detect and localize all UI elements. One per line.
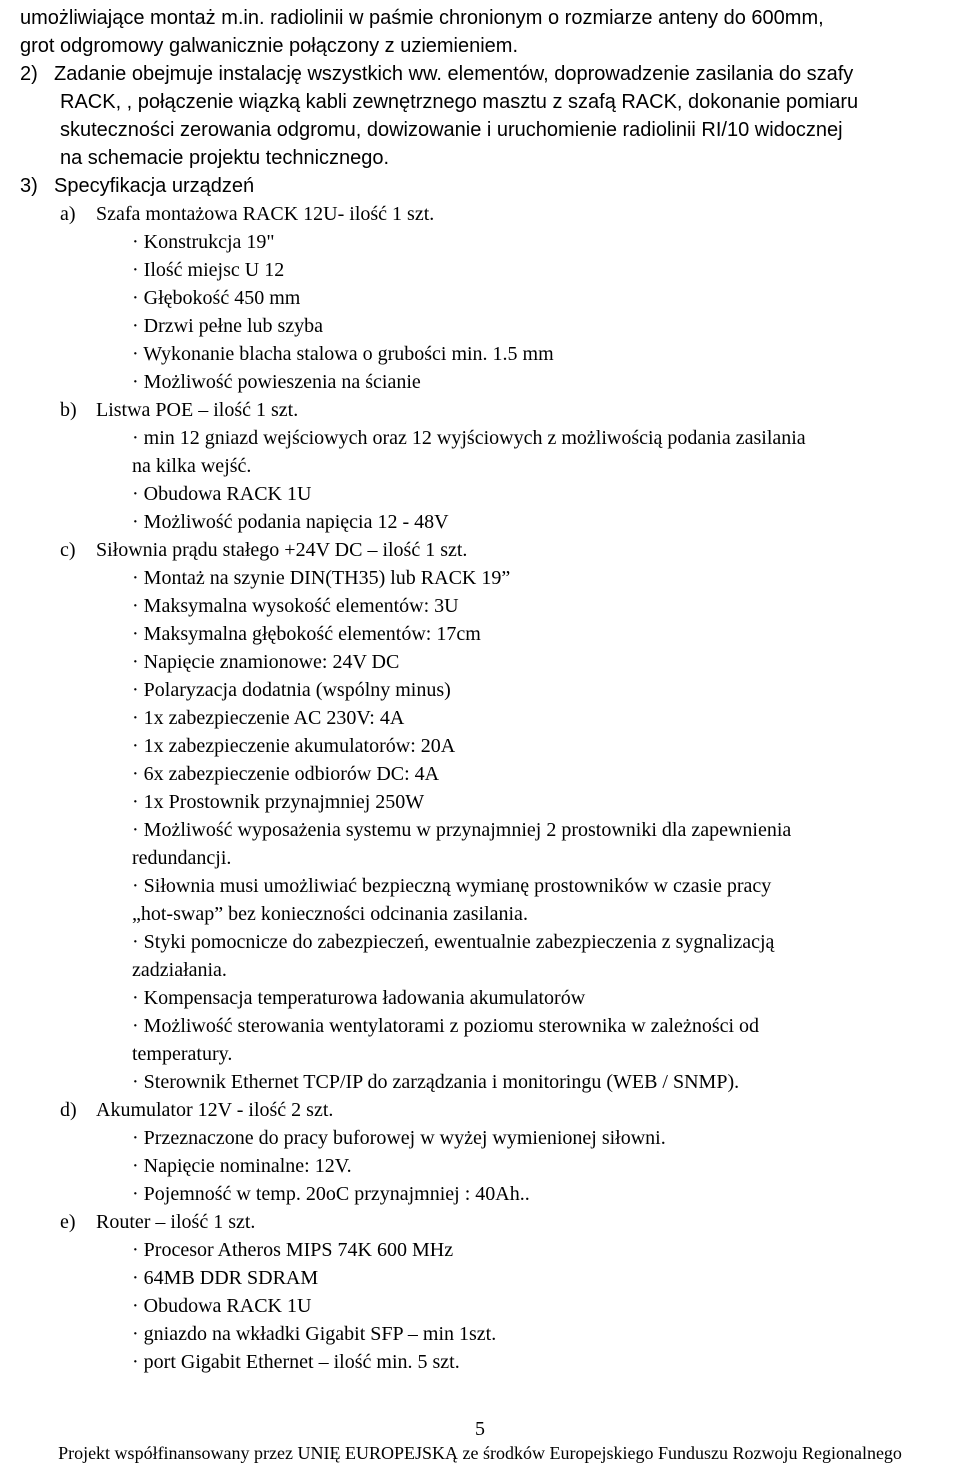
spec-bullet: · Maksymalna wysokość elementów: 3U xyxy=(132,595,459,617)
spec-bullet: · 6x zabezpieczenie odbiorów DC: 4A xyxy=(132,763,440,785)
spec-bullet: · Możliwość wyposażenia systemu w przynajmniej 2 prostowniki dla zapewnienia xyxy=(132,819,792,841)
spec-bullet: · Sterownik Ethernet TCP/IP do zarządzania i monitoringu (WEB / SNMP). xyxy=(132,1071,740,1093)
spec-bullet: · Drzwi pełne lub szyba xyxy=(132,315,324,337)
spec-bullet: · Możliwość podania napięcia 12 - 48V xyxy=(132,511,449,533)
spec-bullet: · Napięcie nominalne: 12V. xyxy=(132,1155,352,1177)
spec-bullet: · Głębokość 450 mm xyxy=(132,287,301,309)
spec-bullet: · Przeznaczone do pracy buforowej w wyżej wymienionej siłowni. xyxy=(132,1127,666,1149)
spec-item-title-text: Listwa POE – ilość 1 szt. xyxy=(96,399,299,421)
page-number: 5 xyxy=(475,1418,485,1440)
spec-bullet: · Możliwość powieszenia na ścianie xyxy=(132,371,421,393)
spec-item-title xyxy=(60,398,298,422)
spec-bullet: na kilka wejść. xyxy=(132,455,252,477)
spec-bullet: · Wykonanie blacha stalowa o grubości min. 1.5 mm xyxy=(132,343,554,365)
spec-bullet: · Obudowa RACK 1U xyxy=(132,1295,312,1317)
spec-bullet: zadziałania. xyxy=(132,959,227,981)
spec-bullet: · Siłownia musi umożliwiać bezpieczną wymianę prostowników w czasie pracy xyxy=(132,875,772,897)
section-2-line xyxy=(20,62,853,86)
section-3-title xyxy=(20,174,254,198)
spec-bullet: · gniazdo na wkładki Gigabit SFP – min 1szt. xyxy=(132,1323,497,1345)
spec-item-letter: d) xyxy=(60,1099,77,1121)
spec-bullet: · Konstrukcja 19" xyxy=(132,231,275,253)
spec-bullet: redundancji. xyxy=(132,847,232,869)
spec-bullet: · Maksymalna głębokość elementów: 17cm xyxy=(132,623,481,645)
spec-bullet: temperatury. xyxy=(132,1043,233,1065)
spec-bullet: · Styki pomocnicze do zabezpieczeń, ewentualnie zabezpieczenia z sygnalizacją xyxy=(132,931,775,953)
spec-bullet: · Możliwość sterowania wentylatorami z poziomu sterownika w zależności od xyxy=(132,1015,760,1037)
spec-bullet: · min 12 gniazd wejściowych oraz 12 wyjściowych z możliwością podania zasilania xyxy=(132,427,806,449)
section-2-line: skuteczności zerowania odgromu, dowizowanie i uruchomienie radiolinii RI/10 widocznej xyxy=(60,119,843,141)
spec-item-title-text: Akumulator 12V - ilość 2 szt. xyxy=(96,1099,334,1121)
spec-bullet: · Napięcie znamionowe: 24V DC xyxy=(132,651,400,673)
spec-bullet: · Montaż na szynie DIN(TH35) lub RACK 19” xyxy=(132,567,511,589)
spec-item-title xyxy=(60,1210,255,1234)
spec-item-title-text: Szafa montażowa RACK 12U- ilość 1 szt. xyxy=(96,203,435,225)
spec-bullet: · 1x zabezpieczenie akumulatorów: 20A xyxy=(132,735,456,757)
spec-bullet: · port Gigabit Ethernet – ilość min. 5 szt. xyxy=(132,1351,460,1373)
spec-item-title-text: Router – ilość 1 szt. xyxy=(96,1211,256,1233)
spec-bullet: · Kompensacja temperaturowa ładowania akumulatorów xyxy=(132,987,586,1009)
section-2-line: na schemacie projektu technicznego. xyxy=(60,147,390,169)
section-3-title-text: Specyfikacja urządzeń xyxy=(54,175,255,197)
section-number: 3) xyxy=(20,175,38,197)
spec-item-letter: c) xyxy=(60,539,76,561)
spec-bullet: · Pojemność w temp. 20oC przynajmniej : 40Ah.. xyxy=(132,1183,530,1205)
spec-bullet: · Ilość miejsc U 12 xyxy=(132,259,285,281)
spec-bullet: · Polaryzacja dodatnia (wspólny minus) xyxy=(132,679,451,701)
spec-bullet: · Procesor Atheros MIPS 74K 600 MHz xyxy=(132,1239,454,1261)
spec-bullet: „hot-swap” bez konieczności odcinania zasilania. xyxy=(132,903,528,925)
spec-item-title xyxy=(60,538,467,562)
spec-bullet: · 1x Prostownik przynajmniej 250W xyxy=(132,791,425,813)
section-2-line-text: Zadanie obejmuje instalację wszystkich ww. elementów, doprowadzenie zasilania do szafy xyxy=(54,63,854,85)
section-2-line: RACK, , połączenie wiązką kabli zewnętrznego masztu z szafą RACK, dokonanie pomiaru xyxy=(60,91,859,113)
spec-item-letter: e) xyxy=(60,1211,76,1233)
spec-bullet: · 1x zabezpieczenie AC 230V: 4A xyxy=(132,707,405,729)
spec-bullet: · Obudowa RACK 1U xyxy=(132,483,312,505)
spec-item-title xyxy=(60,1098,333,1122)
spec-item-title-text: Siłownia prądu stałego +24V DC – ilość 1 szt. xyxy=(96,539,468,561)
intro-line: umożliwiające montaż m.in. radiolinii w paśmie chronionym o rozmiarze anteny do 600mm, xyxy=(20,7,824,29)
footer-text: Projekt współfinansowany przez UNIĘ EUROPEJSKĄ ze środków Europejskiego Funduszu Rozwoju Regionalnego xyxy=(58,1443,902,1463)
section-number: 2) xyxy=(20,63,38,85)
spec-item-letter: a) xyxy=(60,203,76,225)
intro-line: grot odgromowy galwanicznie połączony z uziemieniem. xyxy=(20,35,519,57)
spec-item-title xyxy=(60,202,434,226)
spec-bullet: · 64MB DDR SDRAM xyxy=(132,1267,319,1289)
spec-item-letter: b) xyxy=(60,399,77,421)
